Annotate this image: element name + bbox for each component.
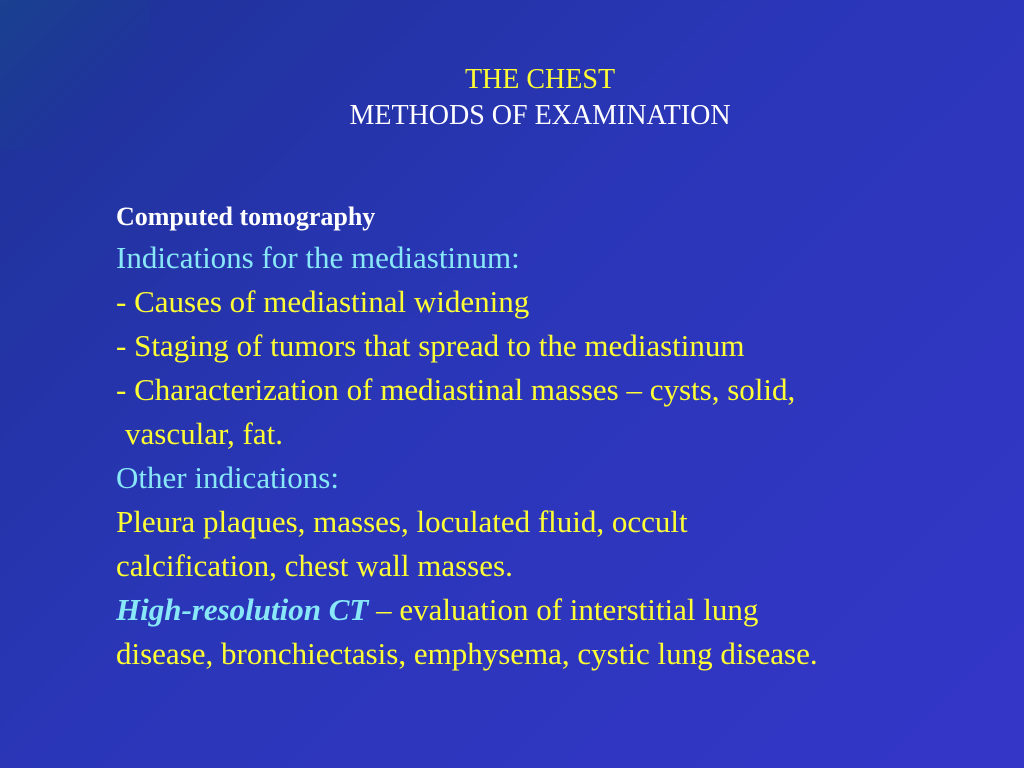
hrct-term: High-resolution CT (116, 592, 369, 627)
title-line-2: METHODS OF EXAMINATION (349, 100, 731, 131)
slide-body (116, 198, 996, 676)
bullet-item: - Staging of tumors that spread to the mediastinum (116, 328, 745, 363)
other-indications-label: Other indications: (116, 460, 339, 495)
section-heading: Computed tomography (116, 202, 376, 231)
slide-title (0, 62, 1024, 134)
indications-label: Indications for the mediastinum: (116, 240, 520, 275)
bullet-item: - Characterization of mediastinal masses – cysts, solid, (116, 372, 796, 407)
hrct-line (116, 588, 996, 632)
bullet-item: - Causes of mediastinal widening (116, 284, 530, 319)
title-line-1: THE CHEST (464, 64, 616, 95)
other-indications-text: Pleura plaques, masses, loculated fluid, occult (116, 504, 688, 539)
other-indications-text: calcification, chest wall masses. (116, 548, 513, 583)
bullet-item-continuation: vascular, fat. (125, 416, 283, 451)
hrct-line-2: disease, bronchiectasis, emphysema, cystic lung disease. (116, 636, 818, 671)
hrct-description: – evaluation of interstitial lung (368, 592, 759, 627)
